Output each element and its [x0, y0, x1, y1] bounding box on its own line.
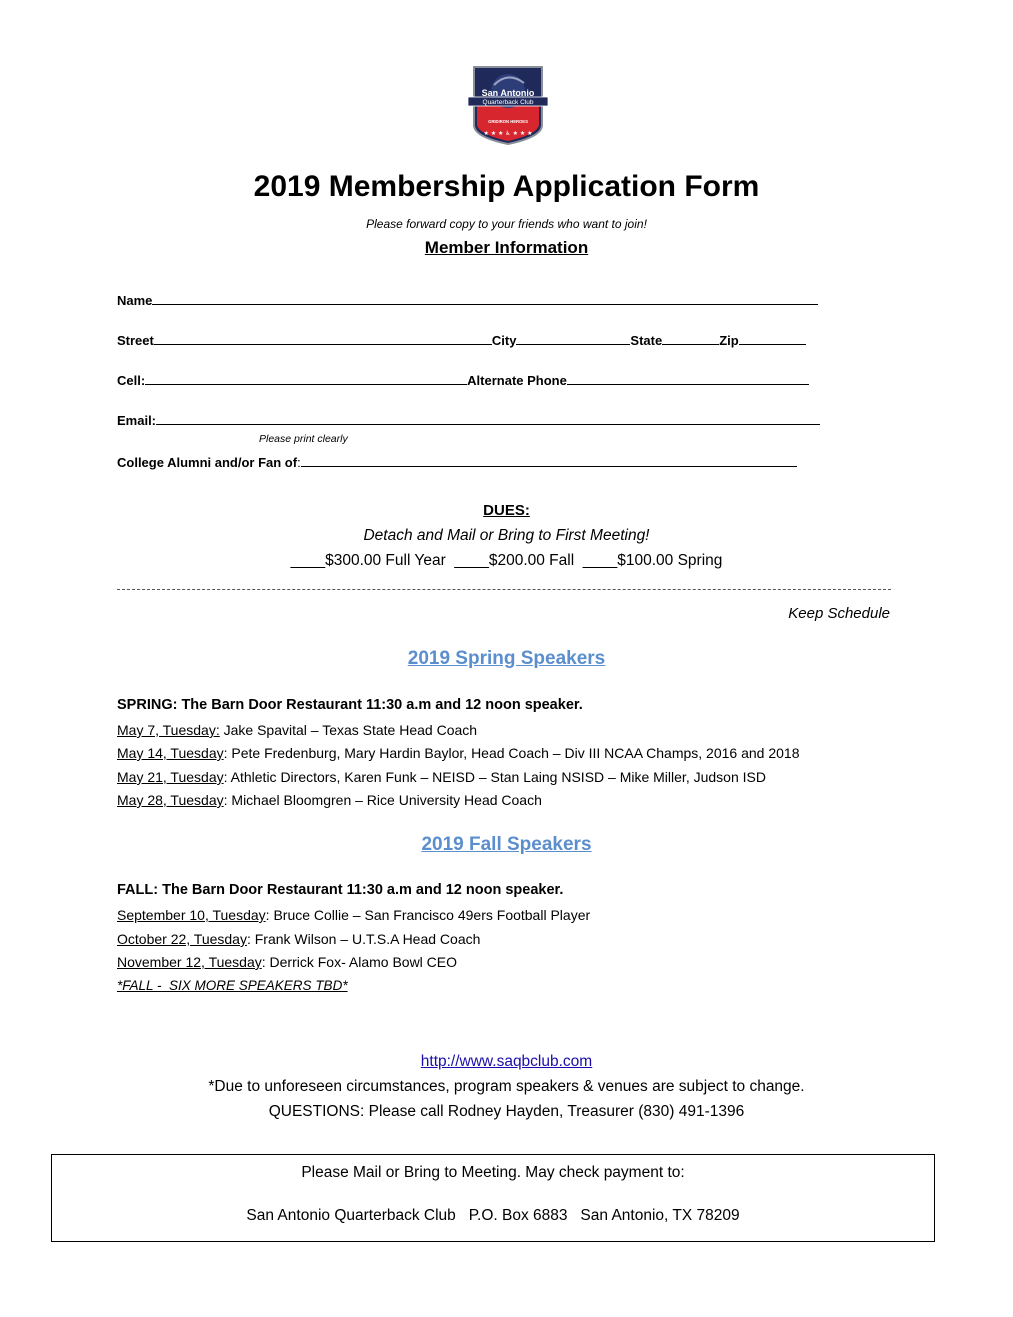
- dues-options[interactable]: ____$300.00 Full Year ____$200.00 Fall ____$100.00 Spring: [290, 552, 723, 569]
- fall-tbd-note: *FALL - SIX MORE SPEAKERS TBD*: [117, 978, 348, 993]
- college-field[interactable]: [301, 453, 797, 467]
- speaker-date: November 12, Tuesday: [117, 954, 262, 970]
- member-info-heading: Member Information: [424, 238, 589, 257]
- cell-field[interactable]: [145, 371, 467, 385]
- speaker-date: May 7, Tuesday:: [117, 722, 220, 738]
- svg-text:★ ★ ★ ♿ ★ ★ ★: ★ ★ ★ ♿ ★ ★ ★: [483, 130, 533, 137]
- dues-note: Detach and Mail or Bring to First Meeting!: [363, 527, 650, 544]
- zip-label: Zip: [719, 333, 739, 348]
- address-row: [117, 331, 806, 348]
- mailing-address: San Antonio Quarterback Club P.O. Box 6883 San Antonio, TX 78209: [246, 1207, 740, 1224]
- cell-label: Cell:: [117, 373, 146, 388]
- college-row: College Alumni and/or Fan of:: [117, 453, 797, 470]
- fall-item: September 10, Tuesday: Bruce Collie – San Francisco 49ers Football Player: [117, 907, 591, 923]
- fall-item: October 22, Tuesday: Frank Wilson – U.T.S.A Head Coach: [117, 931, 481, 947]
- print-hint: Please print clearly: [259, 433, 348, 445]
- speaker-text: Derrick Fox- Alamo Bowl CEO: [269, 954, 458, 970]
- street-field[interactable]: [154, 331, 492, 345]
- speaker-text: Jake Spavital – Texas State Head Coach: [223, 722, 478, 738]
- zip-field[interactable]: [739, 331, 806, 345]
- spring-item: May 14, Tuesday: Pete Fredenburg, Mary Hardin Baylor, Head Coach – Div III NCAA Champs, 2016 and 2018: [117, 745, 800, 761]
- speaker-text: Frank Wilson – U.T.S.A Head Coach: [254, 931, 481, 947]
- logo-line1: San Antonio: [481, 88, 535, 98]
- club-logo: [468, 65, 548, 145]
- spring-item: May 21, Tuesday: Athletic Directors, Karen Funk – NEISD – Stan Laing NSISD – Mike Miller, Judson ISD: [117, 769, 766, 785]
- form-subtitle: Please forward copy to your friends who want to join!: [366, 217, 647, 231]
- questions-contact: QUESTIONS: Please call Rodney Hayden, Treasurer (830) 491-1396: [268, 1103, 745, 1120]
- name-field[interactable]: [152, 291, 818, 305]
- spring-speakers-heading: 2019 Spring Speakers: [407, 648, 606, 669]
- alt-phone-label: Alternate Phone: [467, 373, 567, 388]
- speaker-text: Athletic Directors, Karen Funk – NEISD – Stan Laing NSISD – Mike Miller, Judson ISD: [230, 769, 766, 785]
- street-label: Street: [117, 333, 154, 348]
- speaker-date: May 14, Tuesday: [117, 745, 224, 761]
- alt-phone-field[interactable]: [567, 371, 809, 385]
- college-label: College Alumni and/or Fan of: [117, 455, 298, 470]
- fall-speakers-heading: 2019 Fall Speakers: [421, 834, 592, 855]
- speaker-text: Pete Fredenburg, Mary Hardin Baylor, Head Coach – Div III NCAA Champs, 2016 and 2018: [231, 745, 800, 761]
- speaker-date: September 10, Tuesday: [117, 907, 266, 923]
- speaker-text: Bruce Collie – San Francisco 49ers Football Player: [273, 907, 591, 923]
- dues-heading: DUES:: [483, 502, 530, 519]
- detach-line: [117, 589, 891, 590]
- email-label: Email:: [117, 413, 157, 428]
- keep-schedule: Keep Schedule: [788, 605, 890, 622]
- spring-item: [117, 722, 477, 738]
- state-field[interactable]: [662, 331, 719, 345]
- city-label: City: [491, 333, 517, 348]
- website-link[interactable]: http://www.saqbclub.com: [420, 1053, 593, 1070]
- speaker-text: Michael Bloomgren – Rice University Head Coach: [231, 792, 542, 808]
- logo-line3: GRIDIRON HEROES: [488, 119, 528, 124]
- disclaimer: *Due to unforeseen circumstances, program speakers & venues are subject to change.: [208, 1078, 805, 1095]
- email-field[interactable]: [156, 411, 820, 425]
- mail-instructions: Please Mail or Bring to Meeting. May check payment to:: [301, 1164, 685, 1181]
- speaker-date: May 21, Tuesday: [117, 769, 224, 785]
- email-row: [117, 411, 820, 428]
- name-row: [117, 291, 818, 308]
- form-title: 2019 Membership Application Form: [253, 170, 760, 203]
- logo-line2: Quarterback Club: [482, 99, 534, 106]
- fall-venue: FALL: The Barn Door Restaurant 11:30 a.m and 12 noon speaker.: [117, 882, 564, 898]
- name-label: Name: [117, 293, 153, 308]
- state-label: State: [630, 333, 663, 348]
- speaker-date: October 22, Tuesday: [117, 931, 247, 947]
- speaker-date: May 28, Tuesday: [117, 792, 224, 808]
- website-link-row: [0, 1053, 1013, 1071]
- phone-row: [117, 371, 809, 388]
- spring-venue: SPRING: The Barn Door Restaurant 11:30 a.m and 12 noon speaker.: [117, 697, 583, 713]
- spring-item: May 28, Tuesday: Michael Bloomgren – Rice University Head Coach: [117, 792, 542, 808]
- city-field[interactable]: [516, 331, 630, 345]
- fall-item: November 12, Tuesday: Derrick Fox- Alamo Bowl CEO: [117, 954, 458, 970]
